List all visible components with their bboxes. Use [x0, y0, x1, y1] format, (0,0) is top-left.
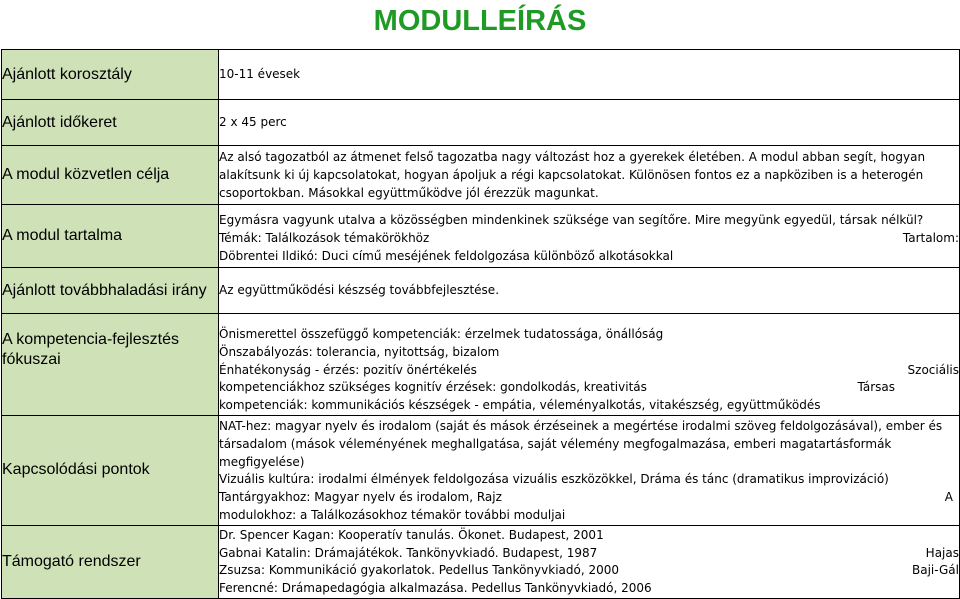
text-left: Tantárgyakhoz: Magyar nyelv és irodalom, Rajz: [219, 490, 502, 505]
text-line: Önszabályozás: tolerancia, nyitottság, bizalom: [219, 344, 500, 359]
text-line: Egymásra vagyunk utalva a közösségben mindenkinek szüksége van segítőre. Mire megyünk egyedül, társak nélkül?: [219, 213, 924, 228]
text-line: Ferencné: Drámapedagógia alkalmazása. Pedellus Tankönyvkiadó, 2006: [219, 581, 652, 596]
label-connection-points: Kapcsolódási pontok: [2, 415, 219, 525]
text-line: NAT-hez: magyar nyelv és irodalom (saját és mások érzéseinek a megértése irodalmi szöveg feldolgozásával), ember és: [219, 418, 943, 433]
module-description-table: [1, 49, 960, 599]
table-row-direct-goal: [2, 146, 960, 205]
text-line: Az alsó tagozatból az átmenet felső tagozatba nagy változást hoz a gyerekek életében. A modul abban segít, hogyan: [219, 150, 926, 165]
text-line: Dr. Spencer Kagan: Kooperatív tanulás. Ökonet. Budapest, 2001: [219, 527, 604, 542]
table-row-further-direction: [2, 268, 960, 314]
text-line: társadalom (mások véleményének meghallgatása, saját vélemény megfogalmazása, emberi magatartásformák: [219, 436, 892, 451]
text-line: Vizuális kultúra: irodalmi élmények feldolgozása vizuális eszközökkel, Dráma és tánc (dramatikus improvizáció): [219, 472, 889, 487]
text-left: kompetenciákhoz szükséges kognitív érzések: gondolkodás, kreativitás: [219, 380, 647, 395]
value-age-group: 10-11 évesek: [219, 50, 960, 100]
value-competency-focus: [219, 314, 960, 416]
text-right: Baji-Gál: [911, 563, 959, 578]
text-left: Gabnai Katalin: Drámajátékok. Tankönyvkiadó. Budapest, 1987: [219, 545, 598, 560]
label-competency-focus: A kompetencia-fejlesztés fókuszai: [2, 314, 219, 416]
text-right: Társas: [857, 380, 895, 395]
value-content: [219, 205, 960, 268]
text-right: A: [944, 490, 953, 505]
label-content: A modul tartalma: [2, 205, 219, 268]
text-line: Döbrentei Ildikó: Duci című meséjének feldolgozása különböző alkotásokkal: [219, 248, 674, 263]
text-line: Önismerettel összefüggő kompetenciák: érzelmek tudatossága, önállóság: [219, 327, 664, 341]
text-left: Témák: Találkozások témakörökhöz: [219, 231, 430, 246]
table-row-competency-focus: [2, 314, 960, 416]
text-line: csoportokban. Másokkal együttműködve jól érezzük magunkat.: [219, 185, 599, 200]
label-direct-goal: A modul közvetlen célja: [2, 146, 219, 205]
value-support-system: [219, 525, 960, 598]
table-row-connection-points: [2, 415, 960, 525]
label-time-frame: Ajánlott időkeret: [2, 100, 219, 146]
text-left: Énhatékonyság - érzés: pozitív önértékelés: [219, 362, 477, 377]
label-support-system: Támogató rendszer: [2, 525, 219, 598]
text-line: [219, 230, 959, 248]
text-line: megfigyelése): [219, 454, 305, 469]
text-line: alakítsunk ki új kapcsolatokat, hogyan ápoljuk a régi kapcsolatokat. Különösen fontos ez a napköziben is a heterogén: [219, 168, 924, 183]
value-direct-goal: [219, 146, 960, 205]
text-line: kompetenciák: kommunikációs készségek - empátia, véleményalkotás, vitakészség, együttműködés: [219, 398, 821, 413]
text-right: Tartalom:: [902, 231, 959, 246]
text-line: [219, 545, 959, 563]
table-row-age-group: [2, 50, 960, 100]
value-time-frame: 2 x 45 perc: [219, 100, 960, 146]
table-row-support-system: [2, 525, 960, 598]
value-connection-points: [219, 415, 960, 525]
value-further-direction: Az együttműködési készség továbbfejlesztése.: [219, 268, 960, 314]
text-line: [219, 379, 959, 397]
text-line: [219, 489, 959, 507]
text-right: Szociális: [907, 362, 959, 377]
page-title: MODULLEÍRÁS: [373, 5, 587, 37]
label-age-group: Ajánlott korosztály: [2, 50, 219, 100]
text-line: [219, 362, 959, 380]
text-line: [219, 562, 959, 580]
text-left: Zsuzsa: Kommunikáció gyakorlatok. Pedellus Tankönyvkiadó, 2000: [219, 563, 620, 578]
table-row-content: [2, 205, 960, 268]
text-line: modulokhoz: a Találkozásokhoz témakör további moduljai: [219, 507, 566, 522]
table-row-time-frame: [2, 100, 960, 146]
label-further-direction: Ajánlott továbbhaladási irány: [2, 268, 219, 314]
text-right: Hajas: [925, 545, 959, 560]
